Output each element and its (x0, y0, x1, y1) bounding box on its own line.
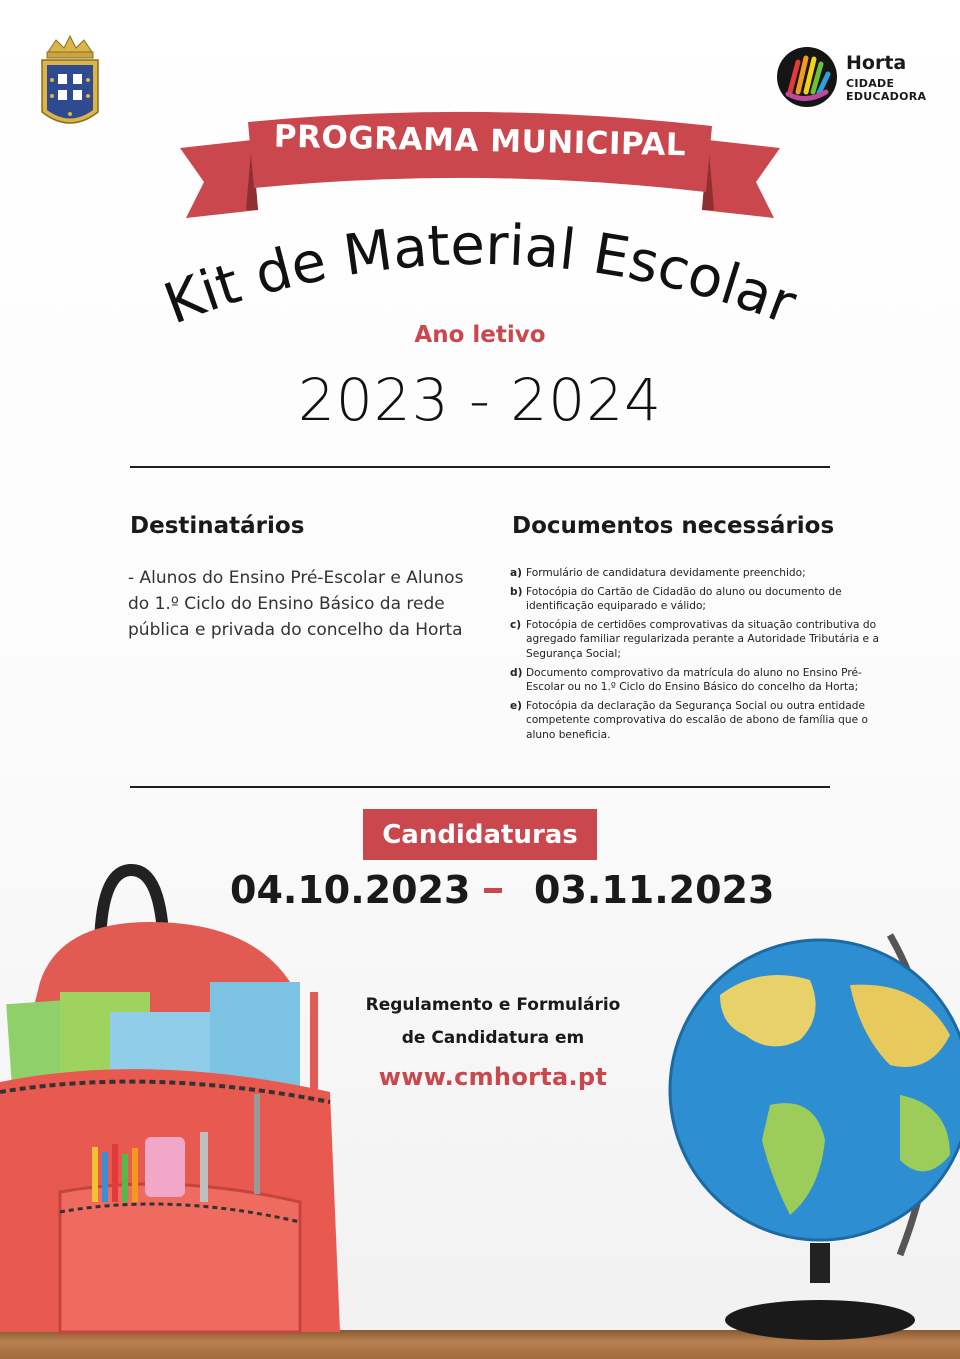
horta-hand-logo-icon (776, 46, 838, 108)
logo-word-cidade: CIDADE (846, 77, 895, 90)
list-item (510, 585, 890, 614)
list-text: Fotocópia do Cartão de Cidadão do aluno ou documento de identificação equiparado e válido; (526, 585, 842, 613)
documentos-list (510, 566, 890, 747)
list-text: Fotocópia da declaração da Segurança Social ou outra entidade competente comprovativa do escalão de abono de família que o aluno beneficia. (526, 699, 868, 741)
date-range-dash (484, 888, 502, 893)
list-item (510, 618, 890, 662)
list-text: Documento comprovativo da matrícula do aluno no Ensino Pré-Escolar ou no 1.º Ciclo do Ensino Básico do concelho da Horta; (526, 666, 862, 694)
regulamento-line-2: de Candidatura em (401, 1028, 585, 1048)
school-year-label: Ano letivo (414, 322, 546, 348)
logo-word-educadora: EDUCADORA (846, 90, 927, 103)
list-item (510, 566, 890, 581)
list-marker: e) (510, 699, 523, 712)
globe-illustration (650, 925, 960, 1345)
svg-text:Kit de Material Escolar (156, 213, 805, 338)
list-marker: a) (510, 567, 522, 579)
list-item (510, 699, 890, 743)
title-text: Kit de Material Escolar (155, 212, 805, 338)
candidaturas-start-date: 04.10.2023 (230, 868, 471, 912)
documentos-heading: Documentos necessários (512, 513, 835, 539)
school-year-value: 2023 - 2024 (297, 366, 662, 434)
backpack-illustration (0, 862, 360, 1342)
destinatarios-heading: Destinatários (130, 513, 305, 539)
candidaturas-badge: Candidaturas (363, 809, 597, 860)
list-item (510, 666, 890, 695)
list-marker: c) (510, 618, 522, 631)
candidaturas-end-date: 03.11.2023 (534, 868, 775, 912)
divider-bottom (130, 786, 830, 788)
logo-word-horta: Horta (846, 52, 907, 74)
banner-label: PROGRAMA MUNICIPAL (273, 118, 687, 164)
municipal-crest-icon (38, 30, 102, 138)
destinatarios-text: - Alunos do Ensino Pré-Escolar e Alunos do 1.º Ciclo do Ensino Básico da rede pública e privada do concelho da Horta (128, 568, 464, 640)
divider-top (130, 466, 830, 468)
list-text: Formulário de candidatura devidamente preenchido; (526, 567, 806, 579)
list-marker: b) (510, 585, 523, 598)
list-marker: d) (510, 666, 523, 679)
website-link[interactable]: www.cmhorta.pt (378, 1063, 608, 1091)
list-text: Fotocópia de certidões comprovativas da situação contributiva do agregado familiar regularizada perante a Autoridade Tributária e a Segurança Social; (526, 618, 879, 660)
regulamento-line-1: Regulamento e Formulário (365, 995, 621, 1015)
